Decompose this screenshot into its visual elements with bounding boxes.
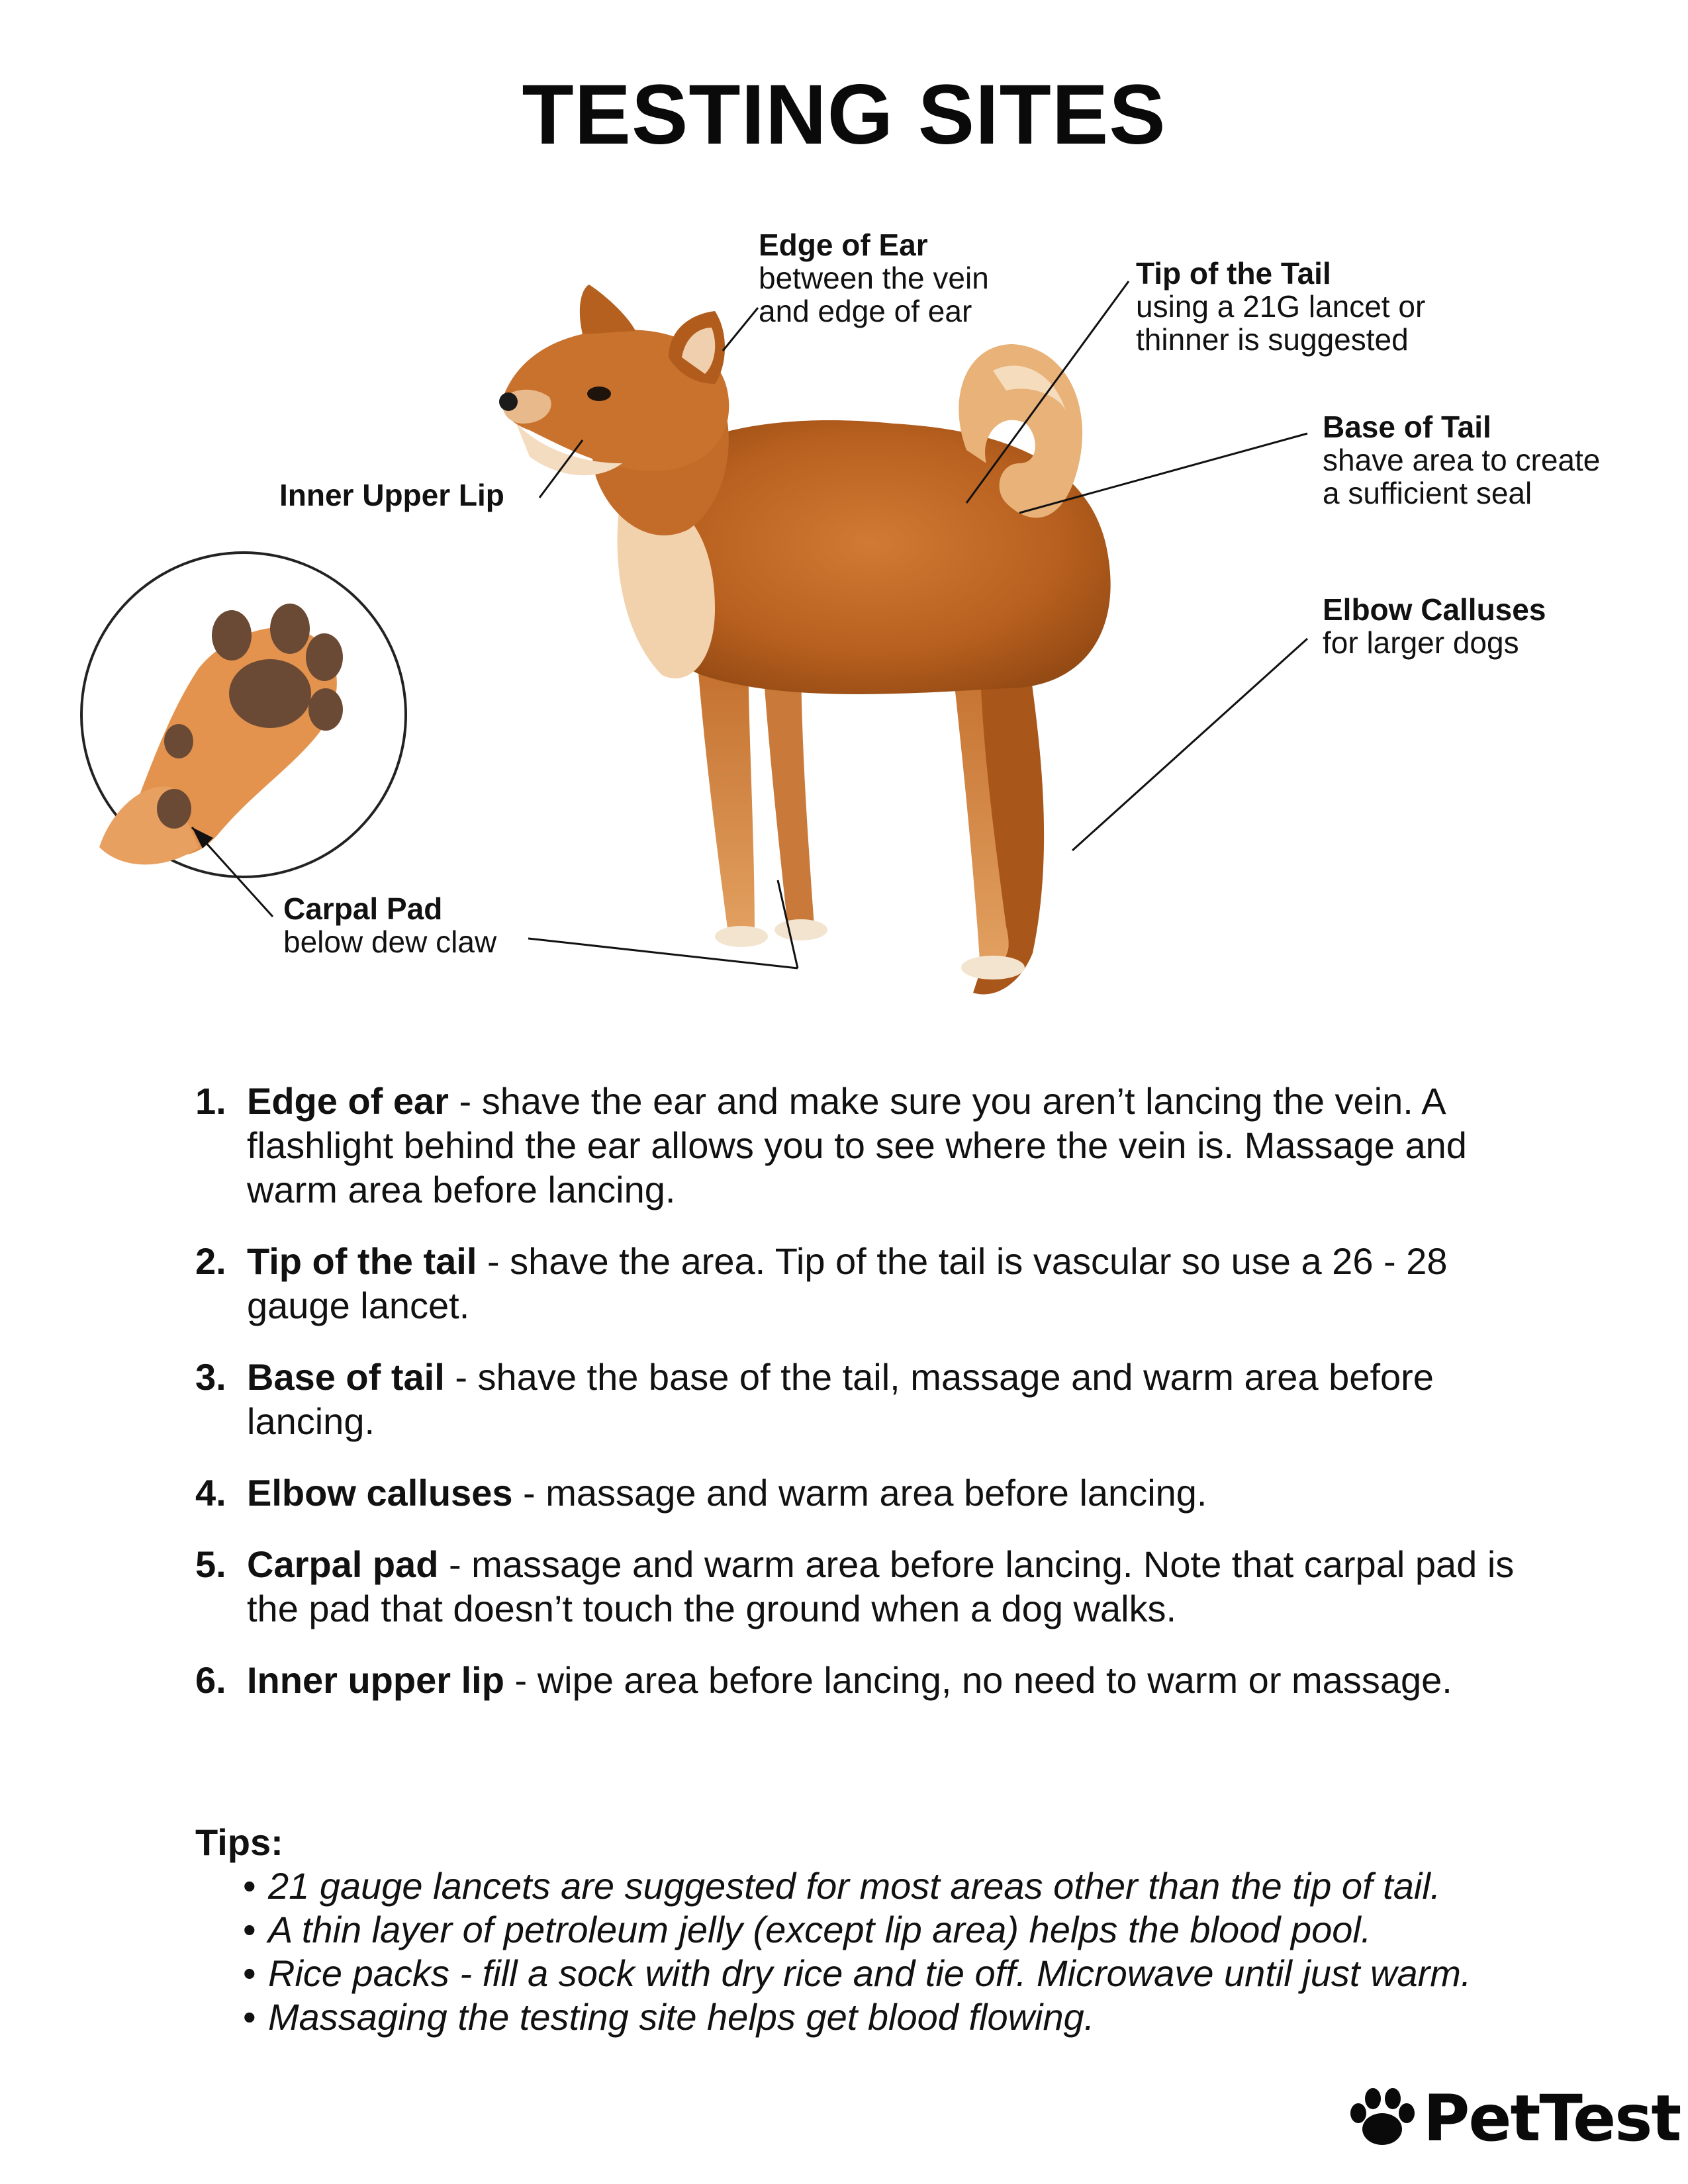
paw-print-icon <box>1344 2085 1417 2152</box>
callout-edge-of-ear: Edge of Ear between the vein and edge of ear <box>759 228 989 328</box>
step-term: Edge of ear <box>247 1080 449 1122</box>
tips-heading: Tips: <box>195 1821 283 1863</box>
list-item: 1. Edge of ear - shave the ear and make sure you aren’t lancing the vein. A flashlight behind the ear allows you to see where the vein is. Massage and warm area before lancing. <box>195 1080 1467 1210</box>
step-text: - shave the area. Tip of the tail is vascular so use a 26 - 28 gauge lancet. <box>247 1240 1448 1326</box>
list-item: 4. Elbow calluses - massage and warm area before lancing. <box>195 1472 1207 1514</box>
step-text: - massage and warm area before lancing. Note that carpal pad is the pad that doesn’t touch the ground when a dog walks. <box>247 1543 1515 1629</box>
dog-diagram <box>0 0 1688 1032</box>
tip-item: • Massaging the testing site helps get blood flowing. <box>195 1995 1552 2039</box>
list-item: 2. Tip of the tail - shave the area. Tip of the tail is vascular so use a 26 - 28 gauge lancet. <box>195 1240 1448 1326</box>
list-item: 5. Carpal pad - massage and warm area before lancing. Note that carpal pad is the pad that doesn’t touch the ground when a dog walks. <box>195 1543 1515 1629</box>
step-text: - shave the base of the tail, massage and warm area before lancing. <box>247 1356 1434 1442</box>
step-text: - wipe area before lancing, no need to warm or massage. <box>504 1659 1452 1701</box>
callout-tip-of-tail: Tip of the Tail using a 21G lancet or thinner is suggested <box>1136 256 1426 357</box>
list-item: 3. Base of tail - shave the base of the tail, massage and warm area before lancing. <box>195 1356 1434 1442</box>
tips-section <box>195 1820 1552 2039</box>
callout-elbow-calluses: Elbow Calluses for larger dogs <box>1323 592 1546 660</box>
instruction-list <box>195 1079 1532 1729</box>
pettest-logo <box>1344 2081 1680 2156</box>
step-text: - massage and warm area before lancing. <box>512 1472 1207 1514</box>
callout-base-of-tail: Base of Tail shave area to create a sufficient seal <box>1323 410 1601 510</box>
step-term: Inner upper lip <box>247 1659 504 1701</box>
tip-item: • Rice packs - fill a sock with dry rice and tie off. Microwave until just warm. <box>195 1952 1552 1995</box>
callout-inner-upper-lip: Inner Upper Lip <box>279 478 504 512</box>
callout-carpal-pad: Carpal Pad below dew claw <box>283 891 497 959</box>
step-term: Carpal pad <box>247 1543 439 1585</box>
step-text: - shave the ear and make sure you aren’t lancing the vein. A flashlight behind the ear allows you to see where the vein is. Massage and warm area before lancing. <box>247 1080 1467 1210</box>
dog-illustration <box>499 285 1111 995</box>
page-title: TESTING SITES <box>522 68 1166 162</box>
step-term: Tip of the tail <box>247 1240 477 1282</box>
paw-inset <box>81 553 406 877</box>
logo-text: PetTest <box>1423 2081 1681 2156</box>
tip-item: • 21 gauge lancets are suggested for most areas other than the tip of tail. <box>195 1864 1552 1908</box>
step-term: Base of tail <box>247 1356 445 1398</box>
step-term: Elbow calluses <box>247 1472 513 1514</box>
list-item: 6. Inner upper lip - wipe area before lancing, no need to warm or massage. <box>195 1659 1452 1701</box>
tip-item: • A thin layer of petroleum jelly (except lip area) helps the blood pool. <box>195 1908 1552 1952</box>
